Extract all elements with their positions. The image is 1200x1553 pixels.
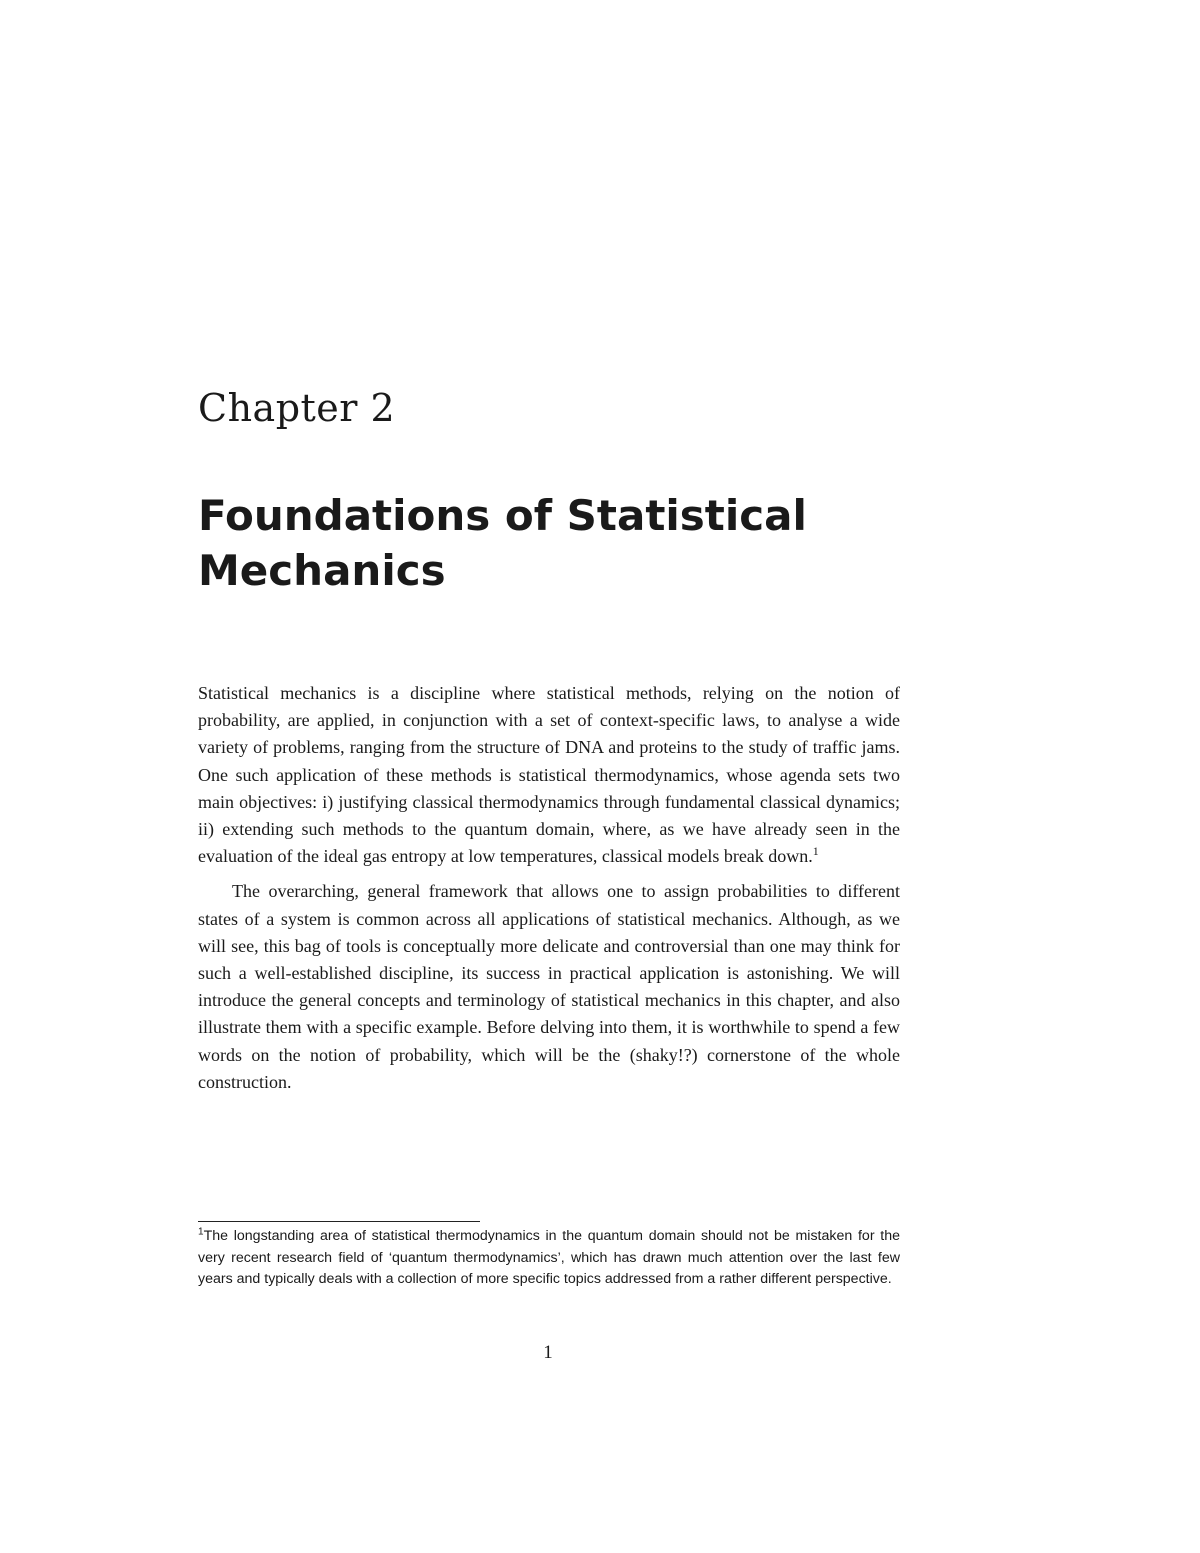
- page-number: 1: [543, 1342, 553, 1363]
- paragraph-2-text: The overarching, general framework that allows one to assign probabilities to different states of a system is common across all applications of statistical mechanics. Although, as we will see, this bag of tools is conceptually more delicate and controversial than one may think for such a well-established discipline, its success in practical application is astonishing. We will introduce the general concepts and terminology of statistical mechanics in this chapter, and also illustrate them with a specific example. Before delving into them, it is worthwhile to spend a few words on the notion of probability, which will be the (shaky!?) cornerstone of the whole construction.: [198, 881, 900, 1092]
- paragraph-1-text: Statistical mechanics is a discipline where statistical methods, relying on the notion of probability, are applied, in conjunction with a set of context-specific laws, to analyse a wide variety of problems, ranging from the structure of DNA and proteins to the study of traffic jams. One such application of these methods is statistical thermodynamics, whose agenda sets two main objectives: i) justifying classical thermodynamics through fundamental classical dynamics; ii) extending such methods to the quantum domain, where, as we have already seen in the evaluation of the ideal gas entropy at low temperatures, classical models break down.: [198, 683, 900, 867]
- paragraph-1: [198, 680, 900, 870]
- footnote-reference: 1: [812, 844, 819, 859]
- footnote-number: 1: [198, 1226, 204, 1238]
- chapter-title: Foundations of Statistical Mechanics: [198, 491, 807, 595]
- footnote-text: The longstanding area of statistical thermodynamics in the quantum domain should not be mistaken for the very recent research field of ‘quantum thermodynamics’, which has drawn much attention over the last few years and typically deals with a collection of more specific topics addressed from a rather different perspective.: [198, 1228, 900, 1287]
- paragraph-2: [198, 878, 900, 1096]
- footnote-divider: [198, 1221, 480, 1222]
- body-text: [198, 680, 900, 1096]
- chapter-label: Chapter 2: [198, 386, 396, 430]
- footnote: [198, 1226, 900, 1291]
